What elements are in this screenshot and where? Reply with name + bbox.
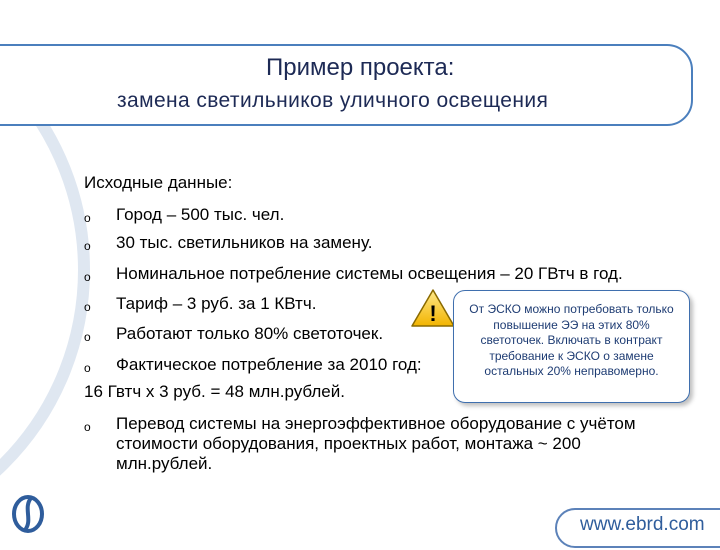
bullet-marker: o bbox=[84, 239, 91, 253]
bullet-lamps: 30 тыс. светильников на замену. bbox=[116, 233, 373, 252]
bullet-marker: o bbox=[84, 211, 91, 225]
callout-note bbox=[453, 290, 690, 403]
bullet-working-share: Работают только 80% светоточек. bbox=[116, 324, 384, 343]
warning-icon bbox=[410, 288, 456, 328]
bullet-tariff: Тариф – 3 руб. за 1 КВтч. bbox=[116, 294, 317, 313]
bullet-consumption: Номинальное потребление системы освещения – 20 ГВтч в год. bbox=[116, 264, 623, 283]
intro-text: Исходные данные: bbox=[84, 173, 233, 192]
bullet-marker: o bbox=[84, 330, 91, 344]
bullet-modernization: Перевод системы на энергоэффективное оборудование с учётом стоимости оборудования, проектных работ, монтажа ~ 200 млн.рублей. bbox=[116, 414, 636, 473]
slide-subtitle: замена светильников уличного освещения bbox=[117, 89, 549, 112]
calculation-text: 16 Гвтч х 3 руб. = 48 млн.рублей. bbox=[84, 382, 345, 401]
bullet-actual-consumption: Фактическое потребление за 2010 год: bbox=[116, 355, 422, 374]
bullet-marker: o bbox=[84, 270, 91, 284]
callout-text: От ЭСКО можно потребовать только повышение ЭЭ на этих 80% светоточек. Включать в контракт требование к ЭСКО о замене остальных 20% неправомерно. bbox=[469, 302, 674, 378]
bullet-marker: o bbox=[84, 361, 91, 375]
ebrd-logo-icon bbox=[10, 494, 46, 534]
bullet-marker: o bbox=[84, 420, 91, 434]
bullet-city: Город – 500 тыс. чел. bbox=[116, 205, 285, 224]
footer-url[interactable]: www.ebrd.com bbox=[580, 514, 705, 535]
slide-title: Пример проекта: bbox=[266, 54, 455, 81]
bullet-marker: o bbox=[84, 300, 91, 314]
warning-glyph: ! bbox=[429, 301, 437, 326]
